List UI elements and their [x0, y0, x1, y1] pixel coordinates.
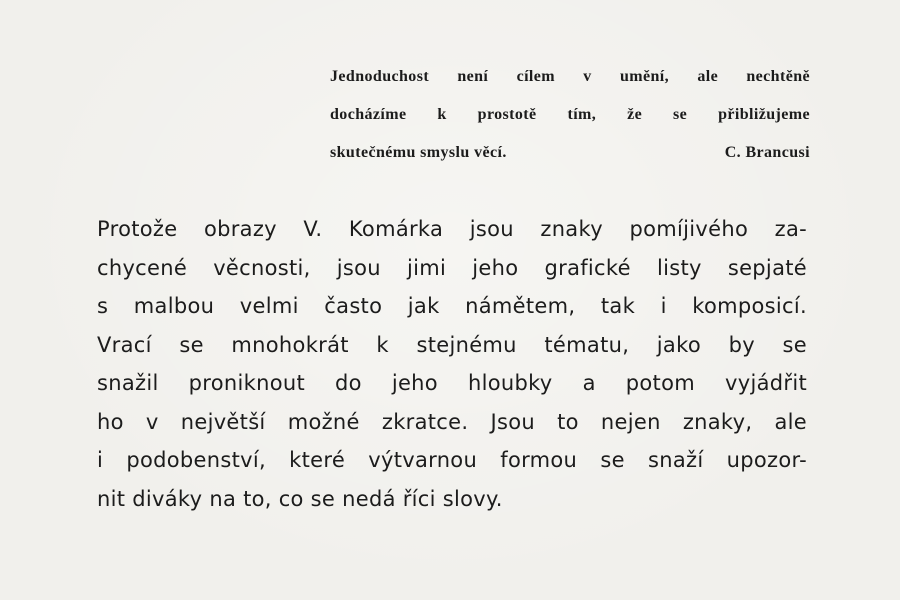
epigraph-line: skutečnému smyslu věcí.	[330, 144, 507, 161]
epigraph-author: C. Brancusi	[724, 144, 810, 161]
epigraph-line: Jednoduchost není cílem v umění, ale nechtěně	[330, 68, 810, 85]
paragraph-line: snažil proniknout do jeho hloubky a potom vyjádřit	[97, 371, 807, 395]
paragraph-line: Protože obrazy V. Komárka jsou znaky pomíjivého za-	[97, 217, 807, 241]
paragraph-line: nit diváky na to, co se nedá říci slovy.	[97, 486, 503, 511]
paragraph-line: Vrací se mnohokrát k stejnému tématu, jako by se	[97, 332, 807, 357]
paragraph-line: chycené věcnosti, jsou jimi jeho grafické listy sepjaté	[97, 255, 807, 280]
body-paragraph	[97, 210, 807, 518]
paragraph-line: ho v největší možné zkratce. Jsou to nejen znaky, ale	[97, 409, 807, 434]
epigraph-line: docházíme k prostotě tím, že se přibližujeme	[330, 106, 810, 123]
paragraph-line: i podobenství, které výtvarnou formou se snaží upozor-	[97, 448, 807, 472]
epigraph-quote	[330, 58, 810, 172]
paragraph-line: s malbou velmi často jak námětem, tak i komposicí.	[97, 294, 807, 318]
epigraph-last-line	[330, 134, 810, 172]
